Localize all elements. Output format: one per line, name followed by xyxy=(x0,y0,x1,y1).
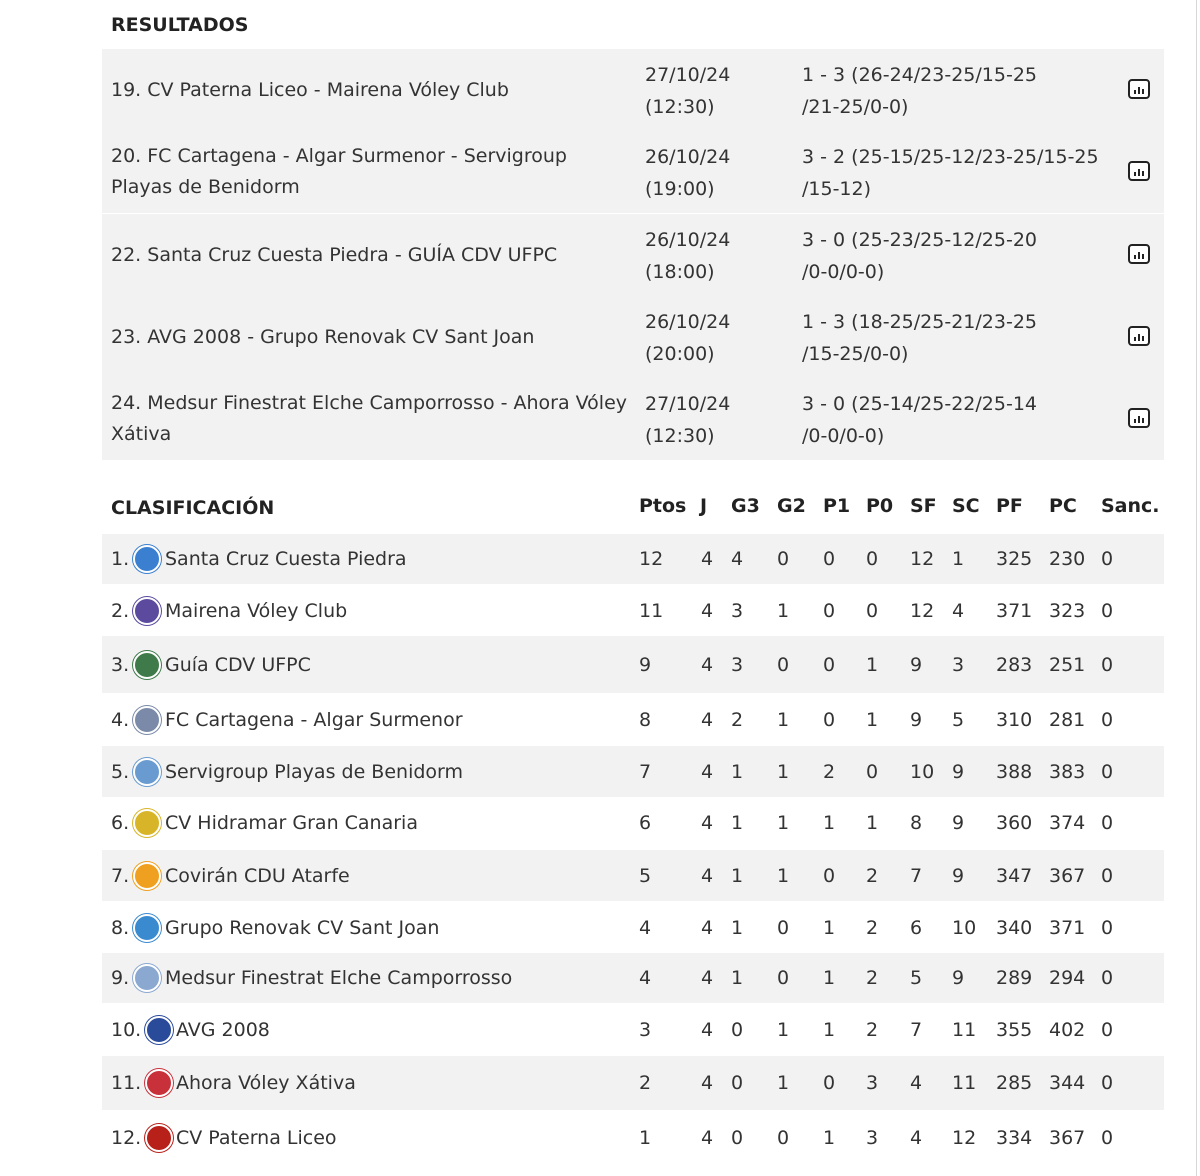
standings-g2: 1 xyxy=(777,864,790,887)
standings-g2: 1 xyxy=(777,1072,790,1094)
standings-g3: 2 xyxy=(731,708,744,731)
bar-chart-icon xyxy=(1138,416,1140,423)
page-right-border xyxy=(1196,0,1197,1176)
standings-pf: 285 xyxy=(996,1072,1033,1094)
standings-pc: 367 xyxy=(1049,864,1086,887)
standings-row xyxy=(102,1110,1164,1166)
standings-g2: 1 xyxy=(777,708,790,731)
standings-p0: 3 xyxy=(866,1072,879,1094)
result-match xyxy=(111,49,631,131)
standings-pf: 325 xyxy=(996,548,1033,570)
standings-j: 4 xyxy=(701,548,714,570)
standings-team: CV Paterna Liceo xyxy=(176,1127,337,1149)
standings-team: Ahora Vóley Xátiva xyxy=(176,1072,356,1094)
standings-sanc: 0 xyxy=(1101,1127,1114,1149)
standings-pf: 371 xyxy=(996,599,1033,622)
standings-position: 2. xyxy=(111,599,130,622)
standings-sc: 12 xyxy=(952,1127,977,1149)
standings-sc: 11 xyxy=(952,1072,977,1094)
standings-ptos: 5 xyxy=(639,864,652,887)
standings-position: 8. xyxy=(111,916,130,939)
standings-p0: 0 xyxy=(866,548,879,570)
standings-sf: 12 xyxy=(910,599,935,622)
cartagena-logo-icon xyxy=(133,706,161,734)
standings-g2: 0 xyxy=(777,653,790,676)
standings-sf: 4 xyxy=(910,1127,923,1149)
result-row xyxy=(102,131,1164,213)
result-date: 27/10/24 xyxy=(645,393,731,415)
standings-p1: 1 xyxy=(823,1019,836,1041)
standings-ptos: 8 xyxy=(639,708,652,731)
standings-position: 6. xyxy=(111,812,130,834)
result-score: 1 - 3 (26-24/23-25/15-25 /21-25/0-0) xyxy=(802,64,1037,118)
standings-j: 4 xyxy=(701,916,714,939)
standings-g2: 1 xyxy=(777,599,790,622)
standings-sf: 7 xyxy=(910,864,923,887)
standings-row xyxy=(102,797,1164,849)
col-header-j: J xyxy=(700,495,708,517)
standings-g3: 1 xyxy=(731,864,744,887)
standings-pc: 374 xyxy=(1049,812,1086,834)
standings-sc: 11 xyxy=(952,1019,977,1041)
standings-sanc: 0 xyxy=(1101,1072,1114,1094)
standings-row xyxy=(102,636,1164,693)
avg-logo-icon xyxy=(145,1016,173,1044)
standings-row xyxy=(102,694,1164,745)
result-match-label: 22. Santa Cruz Cuesta Piedra - GUÍA CDV UFPC xyxy=(111,243,558,266)
standings-g2: 0 xyxy=(777,967,790,989)
standings-sf: 5 xyxy=(910,967,923,989)
standings-ptos: 2 xyxy=(639,1072,652,1094)
standings-ptos: 4 xyxy=(639,967,652,989)
standings-p0: 3 xyxy=(866,1127,879,1149)
standings-team: Medsur Finestrat Elche Camporrosso xyxy=(165,967,513,989)
standings-p0: 1 xyxy=(866,653,879,676)
standings-sanc: 0 xyxy=(1101,1019,1114,1041)
standings-team: Mairena Vóley Club xyxy=(165,599,348,622)
standings-g3: 1 xyxy=(731,916,744,939)
standings-pc: 294 xyxy=(1049,967,1086,989)
standings-p1: 2 xyxy=(823,760,836,783)
standings-pf: 283 xyxy=(996,653,1033,676)
sant-joan-logo-icon xyxy=(133,914,161,942)
standings-pf: 340 xyxy=(996,916,1033,939)
result-score: 3 - 0 (25-14/25-22/25-14 /0-0/0-0) xyxy=(802,393,1037,447)
standings-sanc: 0 xyxy=(1101,760,1114,783)
elche-logo-icon xyxy=(133,964,161,992)
standings-g3: 0 xyxy=(731,1127,744,1149)
bar-chart-icon xyxy=(1142,171,1144,176)
col-header-p0: P0 xyxy=(866,495,894,517)
standings-ptos: 3 xyxy=(639,1019,652,1041)
result-date: 26/10/24 xyxy=(645,311,731,333)
col-header-sanc: Sanc. xyxy=(1101,495,1160,517)
standings-sanc: 0 xyxy=(1101,864,1114,887)
standings-sanc: 0 xyxy=(1101,708,1114,731)
guia-logo-icon xyxy=(133,651,161,679)
bar-chart-icon xyxy=(1142,89,1144,94)
standings-sanc: 0 xyxy=(1101,916,1114,939)
standings-sc: 3 xyxy=(952,653,965,676)
col-header-pc: PC xyxy=(1049,495,1077,517)
standings-position: 9. xyxy=(111,967,130,989)
result-match-label: 24. Medsur Finestrat Elche Camporrosso - Ahora Vóley Xátiva xyxy=(111,392,628,445)
standings-sf: 9 xyxy=(910,653,923,676)
result-row xyxy=(102,296,1164,378)
bar-chart-icon xyxy=(1138,169,1140,176)
standings-position: 5. xyxy=(111,760,130,783)
standings-row xyxy=(102,850,1164,901)
col-header-sf: SF xyxy=(910,495,937,517)
standings-pf: 347 xyxy=(996,864,1033,887)
standings-pf: 334 xyxy=(996,1127,1033,1149)
result-match-label: 20. FC Cartagena - Algar Surmenor - Servigroup Playas de Benidorm xyxy=(111,145,567,198)
standings-sf: 4 xyxy=(910,1072,923,1094)
standings-sf: 10 xyxy=(910,760,935,783)
result-score: 3 - 2 (25-15/25-12/23-25/15-25 /15-12) xyxy=(802,146,1099,200)
col-header-p1: P1 xyxy=(823,495,851,517)
standings-g2: 0 xyxy=(777,916,790,939)
standings-g2: 0 xyxy=(777,548,790,570)
standings-sanc: 0 xyxy=(1101,967,1114,989)
bar-chart-icon xyxy=(1142,418,1144,423)
standings-p1: 0 xyxy=(823,708,836,731)
standings-team: Covirán CDU Atarfe xyxy=(165,864,350,887)
standings-position: 3. xyxy=(111,653,130,676)
standings-row xyxy=(102,585,1164,636)
result-time: (19:00) xyxy=(645,178,715,200)
results-title: RESULTADOS xyxy=(111,14,249,36)
standings-p0: 0 xyxy=(866,599,879,622)
standings-sf: 8 xyxy=(910,812,923,834)
standings-g2: 1 xyxy=(777,812,790,834)
standings-pc: 344 xyxy=(1049,1072,1086,1094)
standings-row xyxy=(102,746,1164,797)
match-stats-button[interactable] xyxy=(1128,408,1150,428)
standings-p1: 1 xyxy=(823,916,836,939)
col-header-ptos: Ptos xyxy=(639,495,687,517)
xativa-logo-icon xyxy=(145,1069,173,1097)
result-score: 1 - 3 (18-25/25-21/23-25 /15-25/0-0) xyxy=(802,311,1037,365)
result-match-label: 19. CV Paterna Liceo - Mairena Vóley Club xyxy=(111,78,509,101)
result-match-label: 23. AVG 2008 - Grupo Renovak CV Sant Joan xyxy=(111,325,535,348)
standings-pc: 323 xyxy=(1049,599,1086,622)
standings-j: 4 xyxy=(701,864,714,887)
match-stats-button[interactable] xyxy=(1128,79,1150,99)
standings-sc: 9 xyxy=(952,864,965,887)
standings-team: Servigroup Playas de Benidorm xyxy=(165,760,464,783)
standings-ptos: 4 xyxy=(639,916,652,939)
standings-row xyxy=(102,534,1164,584)
standings-team: CV Hidramar Gran Canaria xyxy=(165,812,418,834)
standings-g3: 1 xyxy=(731,760,744,783)
result-match xyxy=(111,296,631,378)
standings-p1: 1 xyxy=(823,967,836,989)
standings-team: FC Cartagena - Algar Surmenor xyxy=(165,708,463,731)
standings-j: 4 xyxy=(701,653,714,676)
result-time: (12:30) xyxy=(645,96,715,118)
bar-chart-icon xyxy=(1138,87,1140,94)
standings-position: 1. xyxy=(111,548,130,570)
result-time: (18:00) xyxy=(645,261,715,283)
result-datetime xyxy=(645,59,785,123)
standings-pf: 355 xyxy=(996,1019,1033,1041)
standings-p1: 1 xyxy=(823,812,836,834)
standings-row xyxy=(102,953,1164,1003)
standings-sc: 10 xyxy=(952,916,977,939)
result-time: (12:30) xyxy=(645,425,715,447)
standings-team: AVG 2008 xyxy=(176,1019,270,1041)
standings-j: 4 xyxy=(701,1072,714,1094)
standings-sanc: 0 xyxy=(1101,653,1114,676)
standings-p0: 2 xyxy=(866,916,879,939)
result-match xyxy=(111,131,631,213)
match-stats-button[interactable] xyxy=(1128,326,1150,346)
standings-j: 4 xyxy=(701,599,714,622)
hidramar-logo-icon xyxy=(133,809,161,837)
standings-position: 12. xyxy=(111,1127,142,1149)
result-time: (20:00) xyxy=(645,343,715,365)
benidorm-logo-icon xyxy=(133,758,161,786)
standings-sc: 4 xyxy=(952,599,965,622)
col-header-g2: G2 xyxy=(777,495,806,517)
standings-position: 10. xyxy=(111,1019,142,1041)
standings-team: Santa Cruz Cuesta Piedra xyxy=(165,548,407,570)
standings-team: Guía CDV UFPC xyxy=(165,653,311,676)
result-date: 26/10/24 xyxy=(645,229,731,251)
standings-g2: 1 xyxy=(777,760,790,783)
standings-p1: 1 xyxy=(823,1127,836,1149)
bar-chart-icon xyxy=(1142,336,1144,341)
standings-pc: 251 xyxy=(1049,653,1086,676)
col-header-sc: SC xyxy=(952,495,980,517)
standings-sc: 5 xyxy=(952,708,965,731)
standings-position: 4. xyxy=(111,708,130,731)
atarfe-logo-icon xyxy=(133,862,161,890)
standings-p1: 0 xyxy=(823,1072,836,1094)
bar-chart-icon xyxy=(1142,254,1144,259)
standings-j: 4 xyxy=(701,812,714,834)
standings-sf: 7 xyxy=(910,1019,923,1041)
standings-pc: 281 xyxy=(1049,708,1086,731)
col-header-g3: G3 xyxy=(731,495,760,517)
standings-g3: 1 xyxy=(731,967,744,989)
standings-ptos: 6 xyxy=(639,812,652,834)
result-datetime xyxy=(645,388,785,452)
standings-sf: 9 xyxy=(910,708,923,731)
standings-sc: 1 xyxy=(952,548,965,570)
standings-sf: 6 xyxy=(910,916,923,939)
result-date: 27/10/24 xyxy=(645,64,731,86)
result-datetime xyxy=(645,224,785,288)
standings-sc: 9 xyxy=(952,812,965,834)
standings-sc: 9 xyxy=(952,760,965,783)
col-header-pf: PF xyxy=(996,495,1023,517)
standings-pc: 367 xyxy=(1049,1127,1086,1149)
standings-pf: 289 xyxy=(996,967,1033,989)
standings-g3: 0 xyxy=(731,1019,744,1041)
standings-ptos: 7 xyxy=(639,760,652,783)
result-date: 26/10/24 xyxy=(645,146,731,168)
standings-g3: 1 xyxy=(731,812,744,834)
result-row xyxy=(102,49,1164,131)
standings-g3: 3 xyxy=(731,599,744,622)
result-row xyxy=(102,378,1164,460)
standings-p0: 1 xyxy=(866,812,879,834)
standings-g3: 0 xyxy=(731,1072,744,1094)
standings-p0: 2 xyxy=(866,864,879,887)
bar-chart-icon xyxy=(1138,334,1140,341)
bar-chart-icon xyxy=(1138,252,1140,259)
standings-ptos: 11 xyxy=(639,599,664,622)
standings-team: Grupo Renovak CV Sant Joan xyxy=(165,916,440,939)
standings-ptos: 9 xyxy=(639,653,652,676)
bar-chart-icon xyxy=(1134,337,1136,341)
paterna-logo-icon xyxy=(145,1124,173,1152)
standings-j: 4 xyxy=(701,1127,714,1149)
standings-sanc: 0 xyxy=(1101,599,1114,622)
standings-position: 7. xyxy=(111,864,130,887)
standings-sanc: 0 xyxy=(1101,812,1114,834)
standings-ptos: 12 xyxy=(639,548,664,570)
standings-p1: 0 xyxy=(823,548,836,570)
standings-pc: 230 xyxy=(1049,548,1086,570)
result-datetime xyxy=(645,141,785,205)
standings-p0: 2 xyxy=(866,967,879,989)
match-stats-button[interactable] xyxy=(1128,161,1150,181)
result-row xyxy=(102,214,1164,296)
standings-pf: 388 xyxy=(996,760,1033,783)
standings-title: CLASIFICACIÓN xyxy=(111,497,275,519)
result-score: 3 - 0 (25-23/25-12/25-20 /0-0/0-0) xyxy=(802,229,1037,283)
standings-p1: 0 xyxy=(823,864,836,887)
standings-j: 4 xyxy=(701,1019,714,1041)
standings-row xyxy=(102,902,1164,953)
standings-p0: 0 xyxy=(866,760,879,783)
standings-p0: 2 xyxy=(866,1019,879,1041)
standings-j: 4 xyxy=(701,967,714,989)
standings-p1: 0 xyxy=(823,599,836,622)
bar-chart-icon xyxy=(1134,172,1136,176)
standings-pc: 402 xyxy=(1049,1019,1086,1041)
standings-position: 11. xyxy=(111,1072,142,1094)
result-match xyxy=(111,378,631,460)
match-stats-button[interactable] xyxy=(1128,244,1150,264)
standings-row xyxy=(102,1056,1164,1110)
result-datetime xyxy=(645,306,785,370)
standings-g3: 3 xyxy=(731,653,744,676)
standings-g3: 4 xyxy=(731,548,744,570)
santa-cruz-logo-icon xyxy=(133,545,161,573)
mairena-logo-icon xyxy=(133,597,161,625)
standings-sc: 9 xyxy=(952,967,965,989)
standings-g2: 1 xyxy=(777,1019,790,1041)
standings-g2: 0 xyxy=(777,1127,790,1149)
standings-pc: 383 xyxy=(1049,760,1086,783)
standings-j: 4 xyxy=(701,708,714,731)
standings-row xyxy=(102,1004,1164,1056)
standings-sf: 12 xyxy=(910,548,935,570)
standings-p1: 0 xyxy=(823,653,836,676)
result-match xyxy=(111,214,631,296)
standings-pc: 371 xyxy=(1049,916,1086,939)
standings-pf: 310 xyxy=(996,708,1033,731)
standings-pf: 360 xyxy=(996,812,1033,834)
bar-chart-icon xyxy=(1134,90,1136,94)
standings-ptos: 1 xyxy=(639,1127,652,1149)
standings-p0: 1 xyxy=(866,708,879,731)
bar-chart-icon xyxy=(1134,419,1136,423)
standings-sanc: 0 xyxy=(1101,548,1114,570)
bar-chart-icon xyxy=(1134,255,1136,259)
standings-j: 4 xyxy=(701,760,714,783)
